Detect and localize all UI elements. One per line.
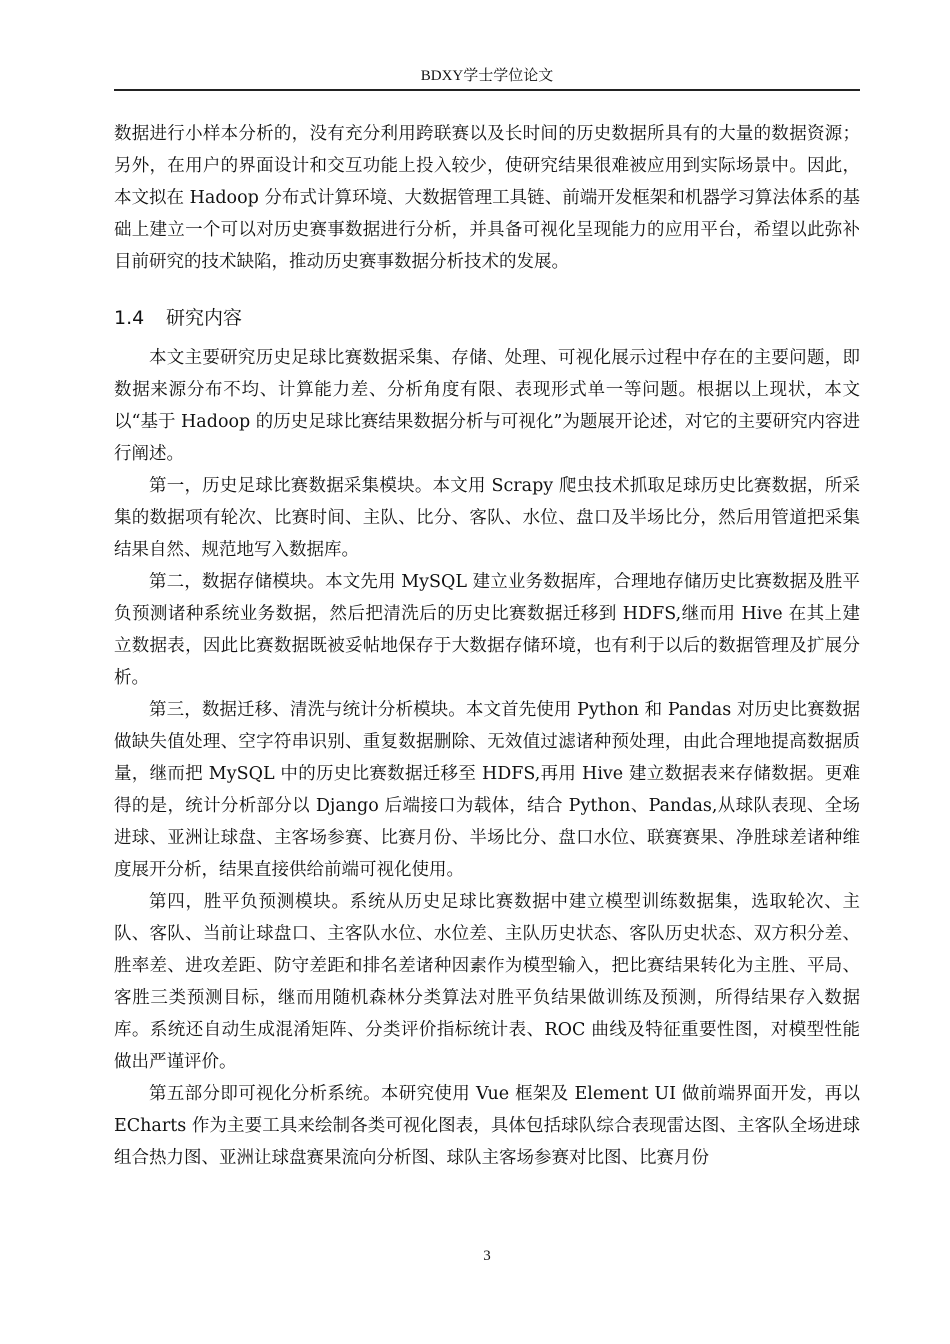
paragraph-first: 第一，历史足球比赛数据采集模块。本文用 Scrapy 爬虫技术抓取足球历史比赛数据，所采集的数据项有轮次、比赛时间、主队、比分、客队、水位、盘口及半场比分，然后用管道把采集结果自然、规范地写入数据库。 [114, 476, 860, 560]
paragraph-fourth: 第四，胜平负预测模块。系统从历史足球比赛数据中建立模型训练数据集，选取轮次、主队、客队、当前让球盘口、主客队水位、水位差、主队历史状态、客队历史状态、双方积分差、胜率差、进攻差距、防守差距和排名差诸种因素作为模型输入，把比赛结果转化为主胜、平局、客胜三类预测目标，继而用随机森林分类算法对胜平负结果做训练及预测，所得结果存入数据库。系统还自动生成混淆矩阵、分类评价指标统计表、ROC 曲线及特征重要性图，对模型性能做出严谨评价。 [114, 892, 860, 1072]
paragraph-fifth: 第五部分即可视化分析系统。本研究使用 Vue 框架及 Element UI 做前端界面开发，再以 ECharts 作为主要工具来绘制各类可视化图表，具体包括球队综合表现雷达图、主客队全场进球组合热力图、亚洲让球盘赛果流向分析图、球队主客场参赛对比图、比赛月份 [114, 1084, 860, 1168]
section-heading [114, 302, 860, 334]
paragraph-third: 第三，数据迁移、清洗与统计分析模块。本文首先使用 Python 和 Pandas 对历史比赛数据做缺失值处理、空字符串识别、重复数据删除、无效值过滤诸种预处理，由此合理地提高数据质量，继而把 MySQL 中的历史比赛数据迁移至 HDFS,再用 Hive 建立数据表来存储数据。更难得的是，统计分析部分以 Django 后端接口为载体，结合 Python、Pandas,从球队表现、全场进球、亚洲让球盘、主客场参赛、比赛月份、半场比分、盘口水位、联赛赛果、净胜球差诸种维度展开分析，结果直接供给前端可视化使用。 [114, 700, 860, 880]
paragraph-continued: 数据进行小样本分析的，没有充分利用跨联赛以及长时间的历史数据所具有的大量的数据资源；另外，在用户的界面设计和交互功能上投入较少，使研究结果很难被应用到实际场景中。因此，本文拟在 Hadoop 分布式计算环境、大数据管理工具链、前端开发框架和机器学习算法体系的基础上建立一个可以对历史赛事数据进行分析，并具备可视化呈现能力的应用平台，希望以此弥补目前研究的技术缺陷，推动历史赛事数据分析技术的发展。 [114, 124, 860, 272]
header-divider [114, 89, 860, 91]
page-number: 3 [483, 1248, 491, 1264]
section-title: 研究内容 [166, 307, 243, 329]
body-text [114, 118, 860, 1174]
paragraph-second: 第二，数据存储模块。本文先用 MySQL 建立业务数据库，合理地存储历史比赛数据及胜平负预测诸种系统业务数据，然后把清洗后的历史比赛数据迁移到 HDFS,继而用 Hive 在其上建立数据表，因此比赛数据既被妥帖地保存于大数据存储环境，也有利于以后的数据管理及扩展分析。 [114, 572, 860, 688]
paragraph-intro: 本文主要研究历史足球比赛数据采集、存储、处理、可视化展示过程中存在的主要问题，即数据来源分布不均、计算能力差、分析角度有限、表现形式单一等问题。根据以上现状，本文以“基于 Hadoop 的历史足球比赛结果数据分析与可视化”为题展开论述，对它的主要研究内容进行阐述。 [114, 348, 860, 464]
section-number: 1.4 [114, 307, 145, 329]
running-header: BDXY学士学位论文 [420, 68, 554, 84]
